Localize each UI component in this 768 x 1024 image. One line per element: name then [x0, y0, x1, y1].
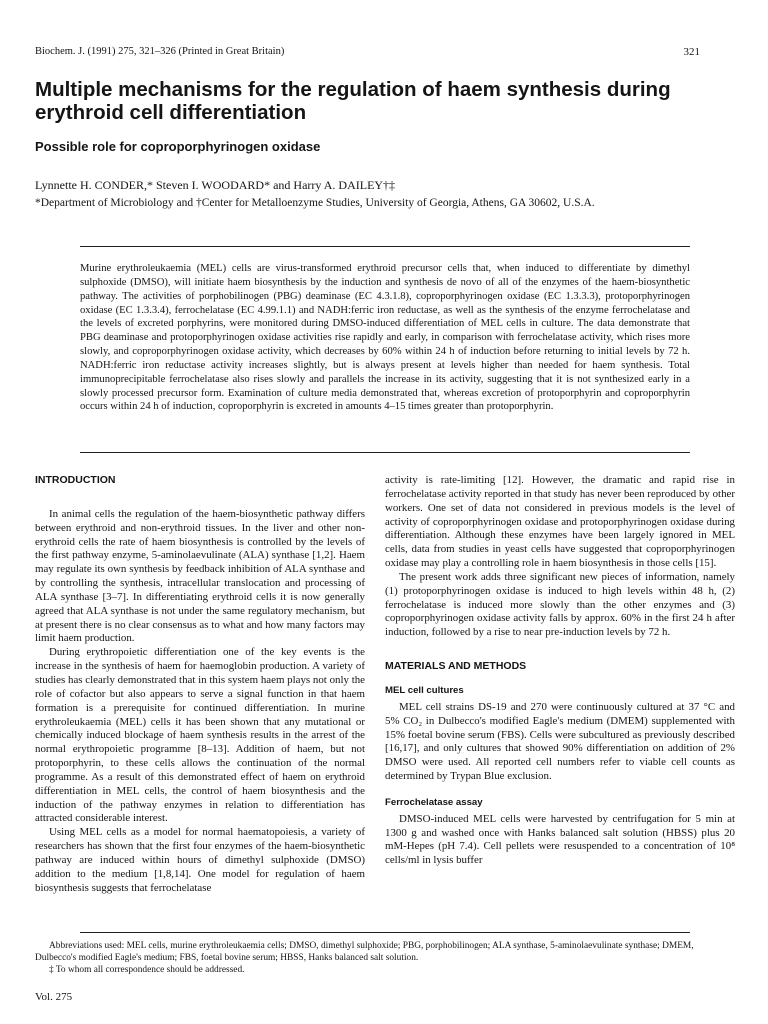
intro-paragraph: In animal cells the regulation of the haem-biosynthetic pathway differs between erythroid and non-erythroid tissues. In the liver and other non-erythroid cells the rate of haem biosynthesis is controlled by the levels of the first pathway enzyme, 5-aminolaevulinate (ALA) synthase [1,2]. Haem may regulate its own synthesis by feedback inhibition of ALA synthase and by controlling the synthesis, intracellular translocation and processing of ALA synthase [3–7]. In differentiating erythroid cells it is now generally agreed that ALA synthase is not under the same regulatory mechanism, but at present there is no clear consensus as to what and how many factors may limit haem production.: [35, 507, 365, 645]
abstract-bottom-rule: [80, 452, 690, 453]
methods-heading: MATERIALS AND METHODS: [385, 660, 527, 673]
page-number: 321: [683, 46, 700, 58]
article-subtitle: Possible role for coproporphyrinogen oxidase: [35, 139, 321, 154]
footnote-rule: [80, 932, 690, 933]
correspondence-footnote: ‡ To whom all correspondence should be addressed.: [49, 965, 245, 976]
intro-paragraph: The present work adds three significant new pieces of information, namely (1) protoporphyrinogen oxidase is induced to high levels within 48 h, (2) ferrochelatase is induced more slowly than the other enzymes and (3) coproporphyrinogen oxidase activity falls by approx. 60% in the first 24 h after induction, followed by a rise to near pre-induction levels by 72 h.: [385, 570, 735, 639]
abstract-top-rule: [80, 246, 690, 247]
footnotes: [35, 940, 735, 977]
abbreviations-footnote: Abbreviations used: MEL cells, murine erythroleukaemia cells; DMSO, dimethyl sulphoxide; PBG, porphobilinogen; ALA synthase, 5-aminolaevulinate synthase; DMEM, Dulbecco's modified Eagle's medium; FBS, foetal bovine serum; HBSS, Hanks balanced salt solution.: [35, 941, 694, 964]
volume-footer: Vol. 275: [35, 991, 73, 1003]
left-column: [35, 474, 365, 895]
intro-paragraph: Using MEL cells as a model for normal haematopoiesis, a variety of researchers has shown that the first four enzymes of the haem-biosynthetic pathway are induced within hours of dimethyl sulphoxide (DMSO) addition to the medium [1,8,14]. One model for regulation of haem biosynthesis suggests that ferrochelatase: [35, 826, 365, 894]
methods-paragraph: DMSO-induced MEL cells were harvested by centrifugation for 5 min at 1300 g and washed once with Hanks balanced salt solution (HBSS) plus 20 mM-Hepes (pH 7.4). Cell pellets were resuspended to a concentration of 10⁸ cells/ml in lysis buffer: [385, 812, 735, 867]
affiliation: *Department of Microbiology and †Center for Metalloenzyme Studies, University of Georgia, Athens, GA 30602, U.S.A.: [35, 197, 595, 209]
methods-paragraph: MEL cell strains DS-19 and 270 were continuously cultured at 37 °C and 5% CO₂ in Dulbecco's modified Eagle's medium (DMEM) supplemented with 15% foetal bovine serum (FBS). Cells were subcultured as previously described [16,17], and only cultures that showed 90% differentiation on addition of 2% DMSO were used. All reported cell numbers refer to viable cell counts as determined by Trypan Blue exclusion.: [385, 700, 735, 783]
intro-paragraph-continued: activity is rate-limiting [12]. However, the dramatic and rapid rise in ferrochelatase activity reported in that study has never been reproduced by other workers. One set of data not considered in previous models is the level of activity of coproporphyrinogen oxidase and protoporphyrinogen oxidase during differentiation. Although these enzymes have been largely ignored in MEL cells, data from studies in yeast cells have suggested that coproporphyrinogen oxidase may play a controlling role in haem biosynthesis in those cells [15].: [385, 474, 735, 570]
ferrochelatase-assay-heading: Ferrochelatase assay: [385, 796, 483, 808]
intro-paragraph: During erythropoietic differentiation one of the key events is the increase in the synthesis of haem for haemoglobin production. A variety of studies has clearly demonstrated that in this system haem plays not only the role of cofactor but also appears to serve a signal function in that haem formation is a prerequisite for continued differentiation. In murine erythroleukaemia (MEL) cells it has been shown that any mutational or chemically induced blockage of haem synthesis results in the arrest of the normal erythropoietic programme [8–13]. Addition of haem, but not protoporphyrin, to these cells allows the continuation of the normal programme. As a result of this demonstrated effect of haem on erythroid differentiation in MEL cells, the control of haem biosynthesis and the induction of the pathway enzymes in relation to differentiation has attracted considerable interest.: [35, 646, 365, 825]
author-list: Lynnette H. CONDER,* Steven I. WOODARD* and Harry A. DAILEY†‡: [35, 178, 396, 192]
mel-cultures-heading: MEL cell cultures: [385, 684, 464, 696]
right-column: [385, 474, 735, 868]
running-head-citation: Biochem. J. (1991) 275, 321–326 (Printed in Great Britain): [35, 46, 285, 57]
article-title: Multiple mechanisms for the regulation of haem synthesis during erythroid cell differentiation: [35, 78, 671, 124]
introduction-heading: INTRODUCTION: [35, 474, 116, 486]
abstract: Murine erythroleukaemia (MEL) cells are virus-transformed erythroid precursor cells that, when induced to differentiate by dimethyl sulphoxide (DMSO), will initiate haem biosynthesis by the induction and synthesis de novo of all of the enzymes of the haem-biosynthetic pathway. The activities of porphobilinogen (PBG) deaminase (EC 4.3.1.8), coproporphyrinogen oxidase (EC 1.3.3.3), protoporphyrinogen oxidase (EC 1.3.3.4), ferrochelatase (EC 4.99.1.1) and NADH:ferric iron reductase, as well as the synthesis of the enzyme ferrochelatase and the levels of excreted porphyrins, were monitored during DMSO-induced differentiation of MEL cells in culture. The data demonstrate that PBG deaminase and protoporphyrinogen oxidase activities rise rapidly and early, in comparison with ferrochelatase activity, which rises more slowly, and coproporphyrinogen oxidase activity, which decreases by 60% within 24 h of induction before returning to initial levels by 72 h. NADH:ferric iron reductase activity increases slightly, but is always present at levels higher than needed for haem synthesis. Total immunoprecipitable ferrochelatase also rises slowly and parallels the increase in its activity, suggesting that it is not synthesized early in a slowly processed precursor form. Examination of culture media demonstrated that, whereas excretion of protoporphyrin and coproporphyrin occurs within 24 h of induction, coproporphyrin is excreted in amounts 4–15 times greater than protoporphyrin.: [80, 263, 690, 413]
